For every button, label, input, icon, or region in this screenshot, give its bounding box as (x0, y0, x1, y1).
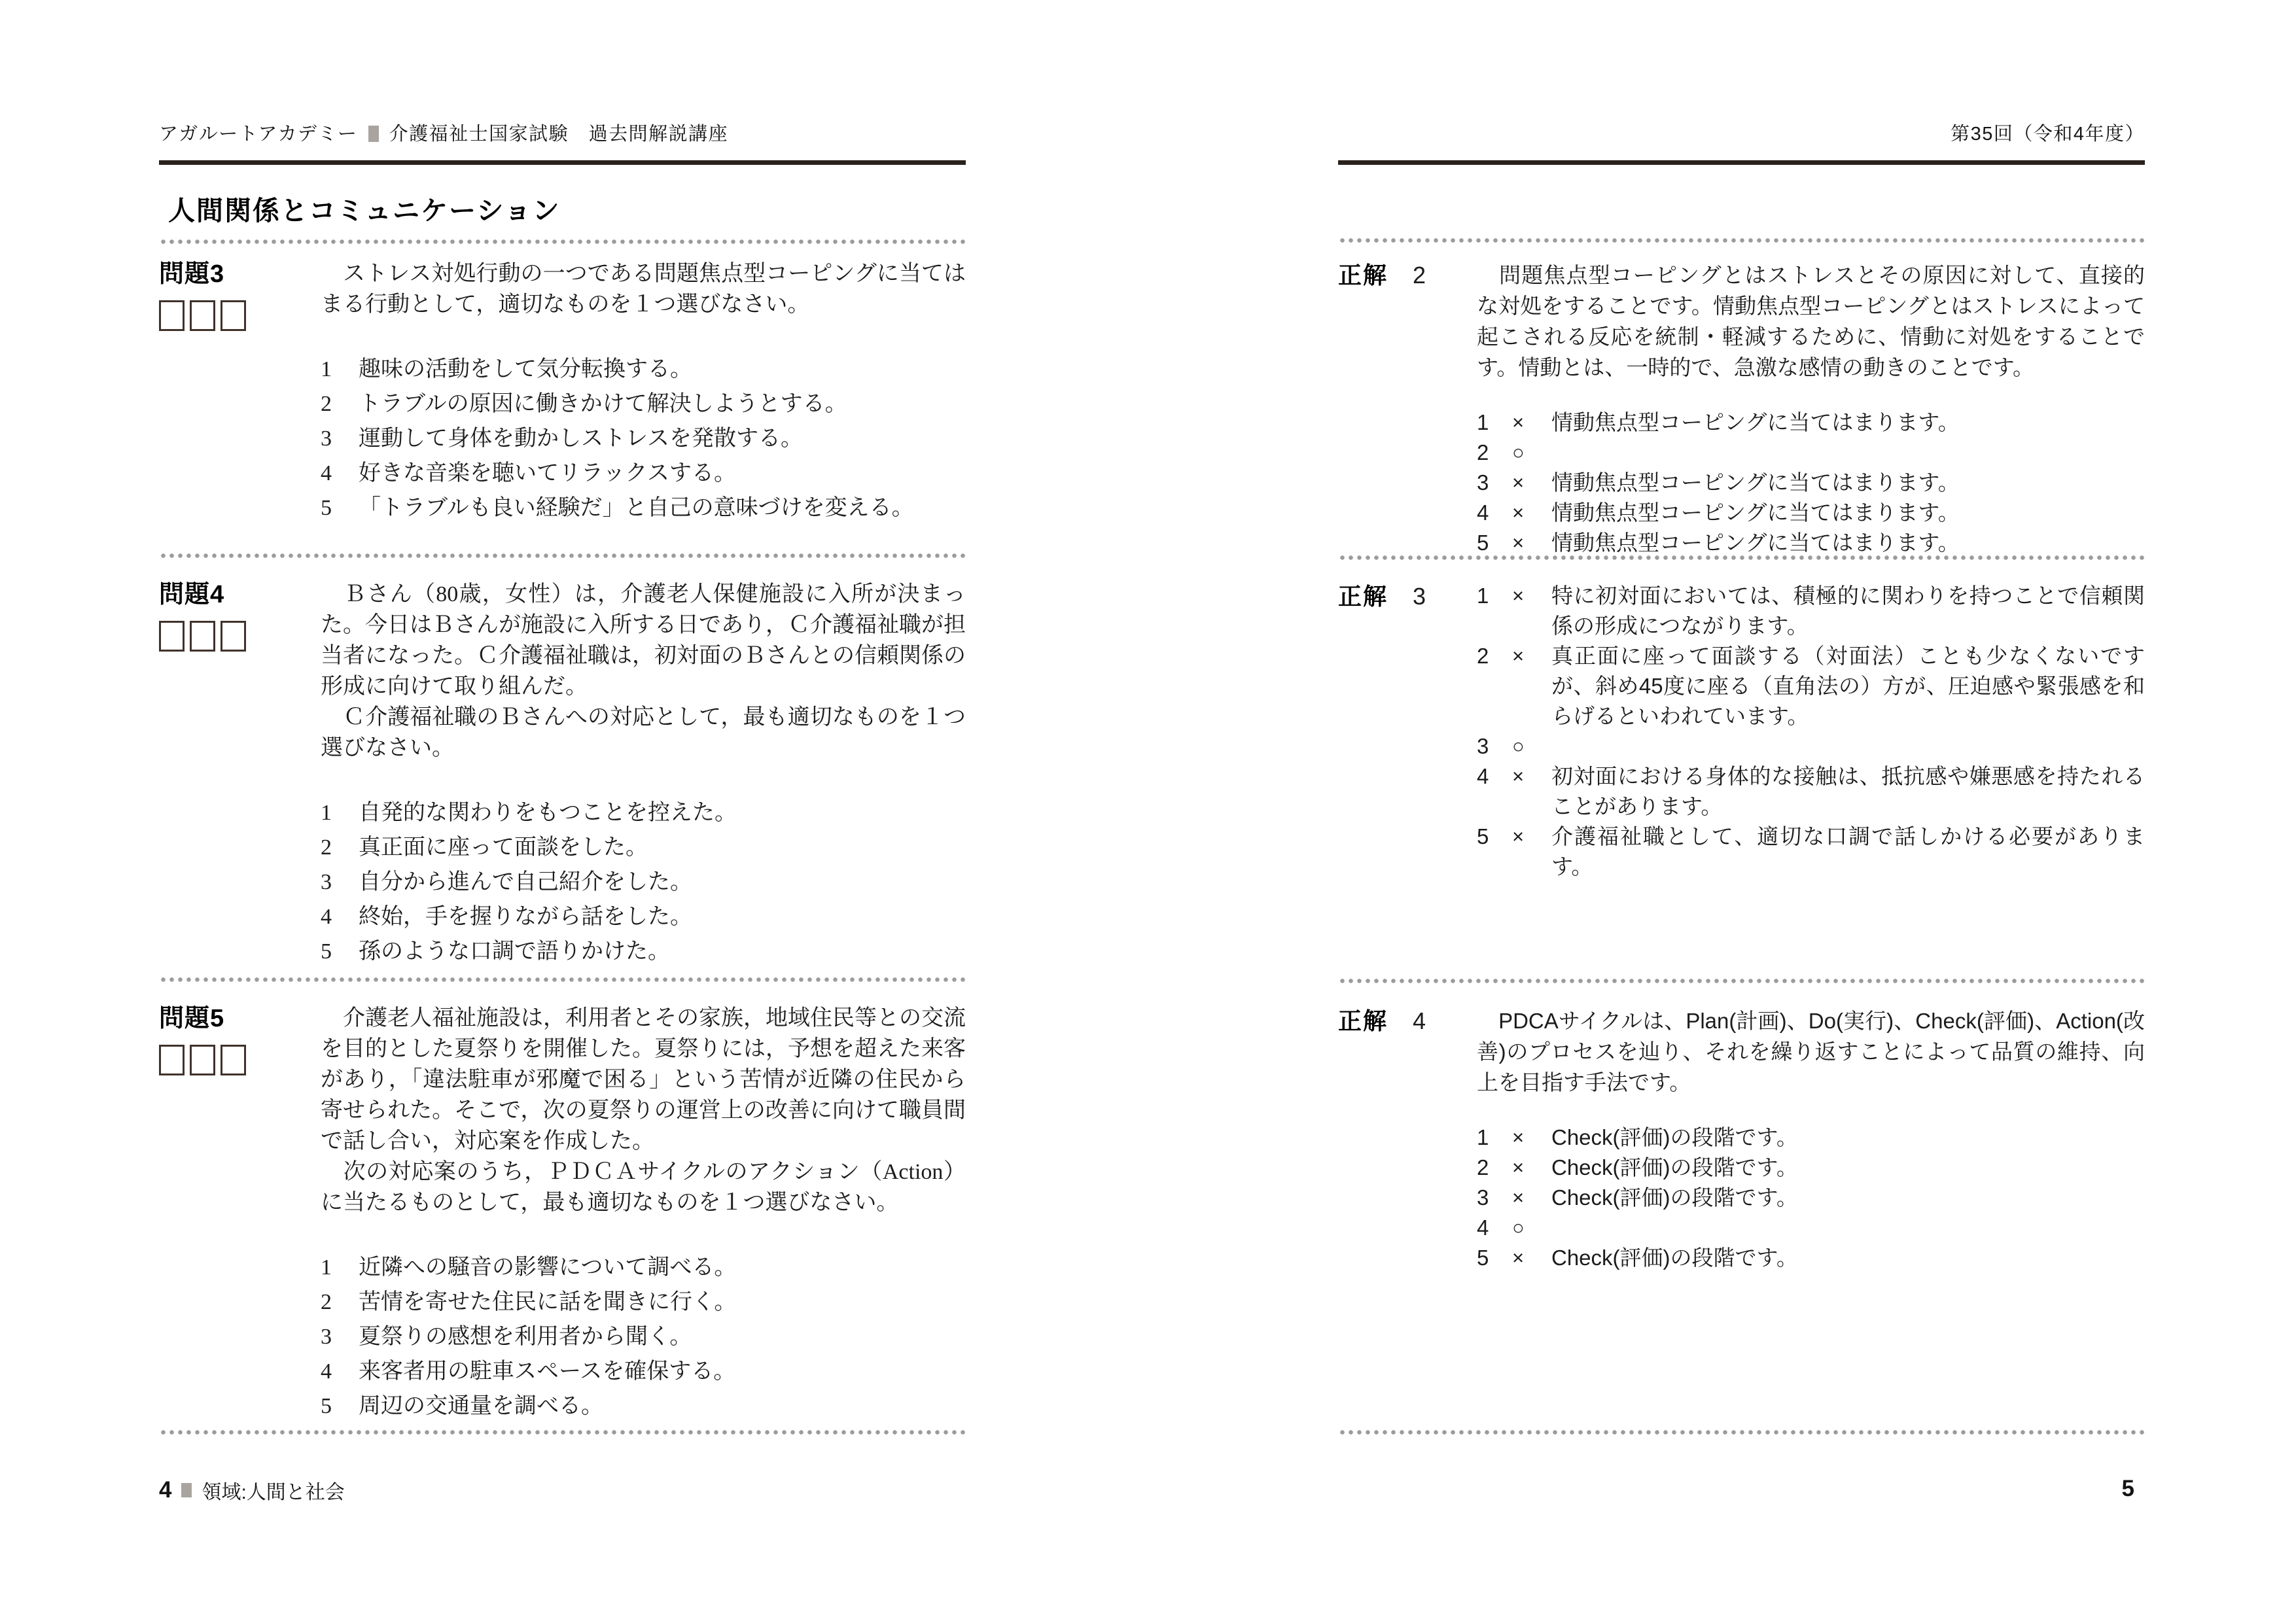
answer-main (1477, 1005, 2145, 1273)
item-text: 情動焦点型コーピングに当てはまります。 (1551, 531, 1960, 555)
item-text (1551, 1213, 2145, 1243)
item-text: Check(評価)の段階です。 (1551, 1246, 1798, 1270)
cross-mark-icon: × (1512, 1156, 1525, 1179)
option-number: 1 (321, 1255, 332, 1280)
option-number: 3 (321, 427, 332, 451)
answer-block-q4 (1338, 581, 2145, 882)
option-number: 5 (321, 496, 332, 520)
answer-item (1477, 528, 2145, 558)
left-running-header (159, 121, 966, 165)
answer-side (1338, 581, 1477, 882)
option-number: 1 (321, 357, 332, 381)
dotted-separator (159, 553, 966, 559)
item-number: 3 (1477, 734, 1489, 758)
option-text: 趣味の活動をして気分転換する。 (359, 357, 692, 381)
answer-item (1477, 468, 2145, 498)
cross-mark-icon: × (1512, 1246, 1525, 1269)
option-number: 3 (321, 870, 332, 894)
circle-mark-icon: ○ (1512, 1216, 1525, 1239)
cross-mark-icon: × (1512, 411, 1525, 434)
attempt-checkbox (159, 621, 185, 652)
options-list (321, 354, 966, 523)
item-number: 1 (1477, 1125, 1489, 1149)
item-text: 初対面における身体的な接触は、抵抗感や嫌悪感を持たれることがあります。 (1551, 764, 2145, 818)
cross-mark-icon: × (1512, 471, 1525, 494)
answer-label: 正解 (1338, 1007, 1388, 1034)
answer-item (1477, 1183, 2145, 1213)
cross-mark-icon: × (1512, 531, 1525, 554)
attempt-checkboxes (159, 300, 321, 331)
option-row (321, 423, 966, 454)
dotted-separator (1338, 237, 2145, 243)
attempt-checkbox (159, 1045, 185, 1075)
option-number: 4 (321, 461, 332, 485)
left-page-footer (159, 1476, 345, 1505)
option-row (321, 1391, 966, 1422)
option-text: 好きな音楽を聴いてリラックスする。 (359, 461, 736, 485)
option-row (321, 389, 966, 419)
answer-side (1338, 1005, 1477, 1273)
cross-mark-icon: × (1512, 644, 1525, 667)
item-number: 2 (1477, 440, 1489, 464)
attempt-checkboxes (159, 621, 321, 652)
item-number: 4 (1477, 764, 1489, 788)
option-number: 5 (321, 1394, 332, 1418)
answer-main (1477, 260, 2145, 558)
answer-main (1477, 581, 2145, 882)
option-row (321, 936, 966, 967)
answer-label: 正解 (1338, 262, 1388, 288)
item-number: 4 (1477, 500, 1489, 525)
option-row (321, 354, 966, 385)
answer-item (1477, 1153, 2145, 1183)
item-text: Check(評価)の段階です。 (1551, 1155, 1798, 1179)
option-text: 周辺の交通量を調べる。 (359, 1394, 603, 1418)
options-list (321, 797, 966, 967)
option-row (321, 797, 966, 828)
question-side (159, 258, 321, 527)
item-text (1551, 438, 2145, 468)
option-row (321, 1287, 966, 1318)
answer-item (1477, 641, 2145, 731)
cross-mark-icon: × (1512, 765, 1525, 788)
dotted-separator (159, 239, 966, 245)
answer-item (1477, 1243, 2145, 1273)
answer-item (1477, 1213, 2145, 1243)
question-text: Ｃ介護福祉職のＢさんへの対応として，最も適切なものを１つ選びなさい。 (321, 705, 966, 760)
answer-item (1477, 822, 2145, 882)
question-main (321, 579, 966, 971)
item-text: Check(評価)の段階です。 (1551, 1185, 1798, 1210)
question-block-5 (159, 1003, 966, 1425)
answer-item (1477, 581, 2145, 641)
option-text: 苦情を寄せた住民に話を聞きに行く。 (359, 1290, 737, 1314)
attempt-checkbox (190, 621, 215, 652)
question-main (321, 258, 966, 527)
header-divider-square-icon (368, 126, 379, 142)
dotted-separator (159, 977, 966, 983)
options-list (321, 1252, 966, 1422)
answer-explanation: PDCAサイクルは、Plan(計画)、Do(実行)、Check(評価)、Action(改善)のプロセスを辿り、それを繰り返すことによって品質の維持、向上を目指す手法です。 (1477, 1009, 2145, 1094)
option-text: 真正面に座って面談をした。 (359, 835, 648, 860)
question-block-3 (159, 258, 966, 527)
option-row (321, 1252, 966, 1283)
item-number: 5 (1477, 824, 1489, 848)
question-text: 次の対応案のうち，ＰＤＣＡサイクルのアクション（Action）に当たるものとして，最も適切なものを１つ選びなさい。 (321, 1160, 966, 1215)
item-number: 1 (1477, 410, 1489, 434)
option-number: 4 (321, 905, 332, 929)
attempt-checkbox (221, 300, 246, 331)
option-text: トラブルの原因に働きかけて解決しようとする。 (359, 392, 847, 416)
attempt-checkbox (159, 300, 185, 331)
item-text: 介護福祉職として、適切な口調で話しかける必要があります。 (1551, 824, 2145, 879)
question-side (159, 1003, 321, 1425)
item-text: 真正面に座って面談する（対面法）ことも少なくないですが、斜め45度に座る（直角法の）方が、圧迫感や緊張感を和らげるといわれています。 (1551, 644, 2145, 728)
option-row (321, 1321, 966, 1352)
option-text: 夏祭りの感想を利用者から聞く。 (359, 1325, 692, 1349)
item-number: 3 (1477, 1185, 1489, 1210)
question-label: 問題4 (159, 581, 225, 608)
answer-explanation: 問題焦点型コーピングとはストレスとその原因に対して、直接的な対処をすることです。情動焦点型コーピングとはストレスによって起こされる反応を統制・軽減するために、情動に対処をすることです。情動とは、一時的で、急激な感情の動きのことです。 (1477, 263, 2146, 379)
answer-block-q5 (1338, 1005, 2145, 1273)
option-text: 運動して身体を動かしストレスを発散する。 (359, 427, 803, 451)
answer-item (1477, 1123, 2145, 1153)
footer-page-number: 4 (159, 1477, 172, 1503)
item-number: 1 (1477, 584, 1489, 608)
answer-item (1477, 761, 2145, 822)
option-row (321, 832, 966, 863)
circle-mark-icon: ○ (1512, 441, 1525, 464)
footer-page-number: 5 (2121, 1476, 2134, 1501)
cross-mark-icon: × (1512, 584, 1525, 607)
option-number: 4 (321, 1359, 332, 1384)
cross-mark-icon: × (1512, 825, 1525, 848)
right-page (1338, 121, 2145, 1580)
option-row (321, 1356, 966, 1387)
answer-items (1477, 581, 2145, 882)
header-exam-session: 第35回（令和4年度） (1951, 124, 2145, 145)
item-text: 情動焦点型コーピングに当てはまります。 (1551, 410, 1960, 434)
item-text: 情動焦点型コーピングに当てはまります。 (1551, 470, 1960, 495)
question-main (321, 1003, 966, 1425)
answer-item (1477, 731, 2145, 761)
section-title: 人間関係とコミュニケーション (168, 196, 561, 226)
option-number: 2 (321, 1290, 332, 1314)
option-row (321, 458, 966, 489)
item-number: 5 (1477, 531, 1489, 555)
question-label: 問題3 (159, 260, 225, 288)
right-page-footer (1338, 1476, 2145, 1502)
option-text: 近隣への騒音の影響について調べる。 (359, 1255, 737, 1280)
item-number: 3 (1477, 470, 1489, 495)
dotted-separator (1338, 555, 2145, 561)
item-text: 特に初対面においては、積極的に関わりを持つことで信頼関係の形成につながります。 (1551, 584, 2145, 638)
answer-item (1477, 438, 2145, 468)
item-text: 情動焦点型コーピングに当てはまります。 (1551, 500, 1960, 525)
item-text (1551, 731, 2145, 761)
question-label: 問題5 (159, 1005, 225, 1032)
attempt-checkboxes (159, 1045, 321, 1075)
dotted-separator (1338, 1429, 2145, 1435)
header-course-title: 介護福祉士国家試験 過去問解説講座 (389, 124, 729, 145)
option-number: 3 (321, 1325, 332, 1349)
attempt-checkbox (190, 300, 215, 331)
question-side (159, 579, 321, 971)
attempt-checkbox (221, 621, 246, 652)
option-row (321, 493, 966, 523)
answer-item (1477, 408, 2145, 438)
answer-number: 4 (1413, 1007, 1426, 1034)
answer-items (1477, 1123, 2145, 1273)
item-number: 4 (1477, 1215, 1489, 1240)
footer-square-icon (181, 1483, 192, 1497)
option-text: 来客者用の駐車スペースを確保する。 (359, 1359, 736, 1384)
answer-item (1477, 498, 2145, 528)
question-text: 介護老人福祉施設は，利用者とその家族，地域住民等との交流を目的とした夏祭りを開催した。夏祭りには，予想を超えた来客があり，「違法駐車が邪魔で困る」という苦情が近隣の住民から寄せられた。そこで，次の夏祭りの運営上の改善に向けて職員間で話し合い，対応案を作成した。 (321, 1006, 966, 1153)
question-block-4 (159, 579, 966, 971)
answer-number: 2 (1413, 262, 1426, 288)
option-text: 自発的な関わりをもつことを控えた。 (359, 801, 737, 825)
option-number: 5 (321, 939, 332, 964)
left-page (159, 121, 966, 1580)
option-text: 自分から進んで自己紹介をした。 (359, 870, 692, 894)
option-row (321, 901, 966, 932)
question-text: Ｂさん（80歳，女性）は，介護老人保健施設に入所が決まった。今日はＢさんが施設に入所する日であり，Ｃ介護福祉職が担当者になった。Ｃ介護福祉職は，初対面のＢさんとの信頼関係の形成に向けて取り組んだ。 (321, 582, 966, 699)
header-brand: アガルートアカデミー (159, 124, 358, 145)
question-text: ストレス対処行動の一つである問題焦点型コーピングに当てはまる行動として，適切なものを１つ選びなさい。 (321, 262, 966, 317)
option-number: 2 (321, 392, 332, 416)
answer-block-q3 (1338, 260, 2145, 558)
item-number: 2 (1477, 1155, 1489, 1179)
option-number: 1 (321, 801, 332, 825)
footer-domain-label: 領域:人間と社会 (202, 1482, 345, 1503)
option-text: 終始，手を握りながら話をした。 (359, 905, 692, 929)
option-text: 孫のような口調で語りかけた。 (359, 939, 670, 964)
circle-mark-icon: ○ (1512, 735, 1525, 758)
option-row (321, 867, 966, 898)
answer-items (1477, 408, 2145, 558)
item-number: 5 (1477, 1246, 1489, 1270)
cross-mark-icon: × (1512, 1186, 1525, 1209)
attempt-checkbox (190, 1045, 215, 1075)
item-text: Check(評価)の段階です。 (1551, 1125, 1798, 1149)
item-number: 2 (1477, 644, 1489, 668)
attempt-checkbox (221, 1045, 246, 1075)
dotted-separator (159, 1429, 966, 1435)
cross-mark-icon: × (1512, 1126, 1525, 1149)
dotted-separator (1338, 978, 2145, 984)
cross-mark-icon: × (1512, 501, 1525, 524)
answer-side (1338, 260, 1477, 558)
option-number: 2 (321, 835, 332, 860)
option-text: 「トラブルも良い経験だ」と自己の意味づけを変える。 (359, 496, 914, 520)
answer-number: 3 (1413, 583, 1426, 610)
answer-label: 正解 (1338, 583, 1388, 610)
right-running-header (1338, 121, 2145, 165)
